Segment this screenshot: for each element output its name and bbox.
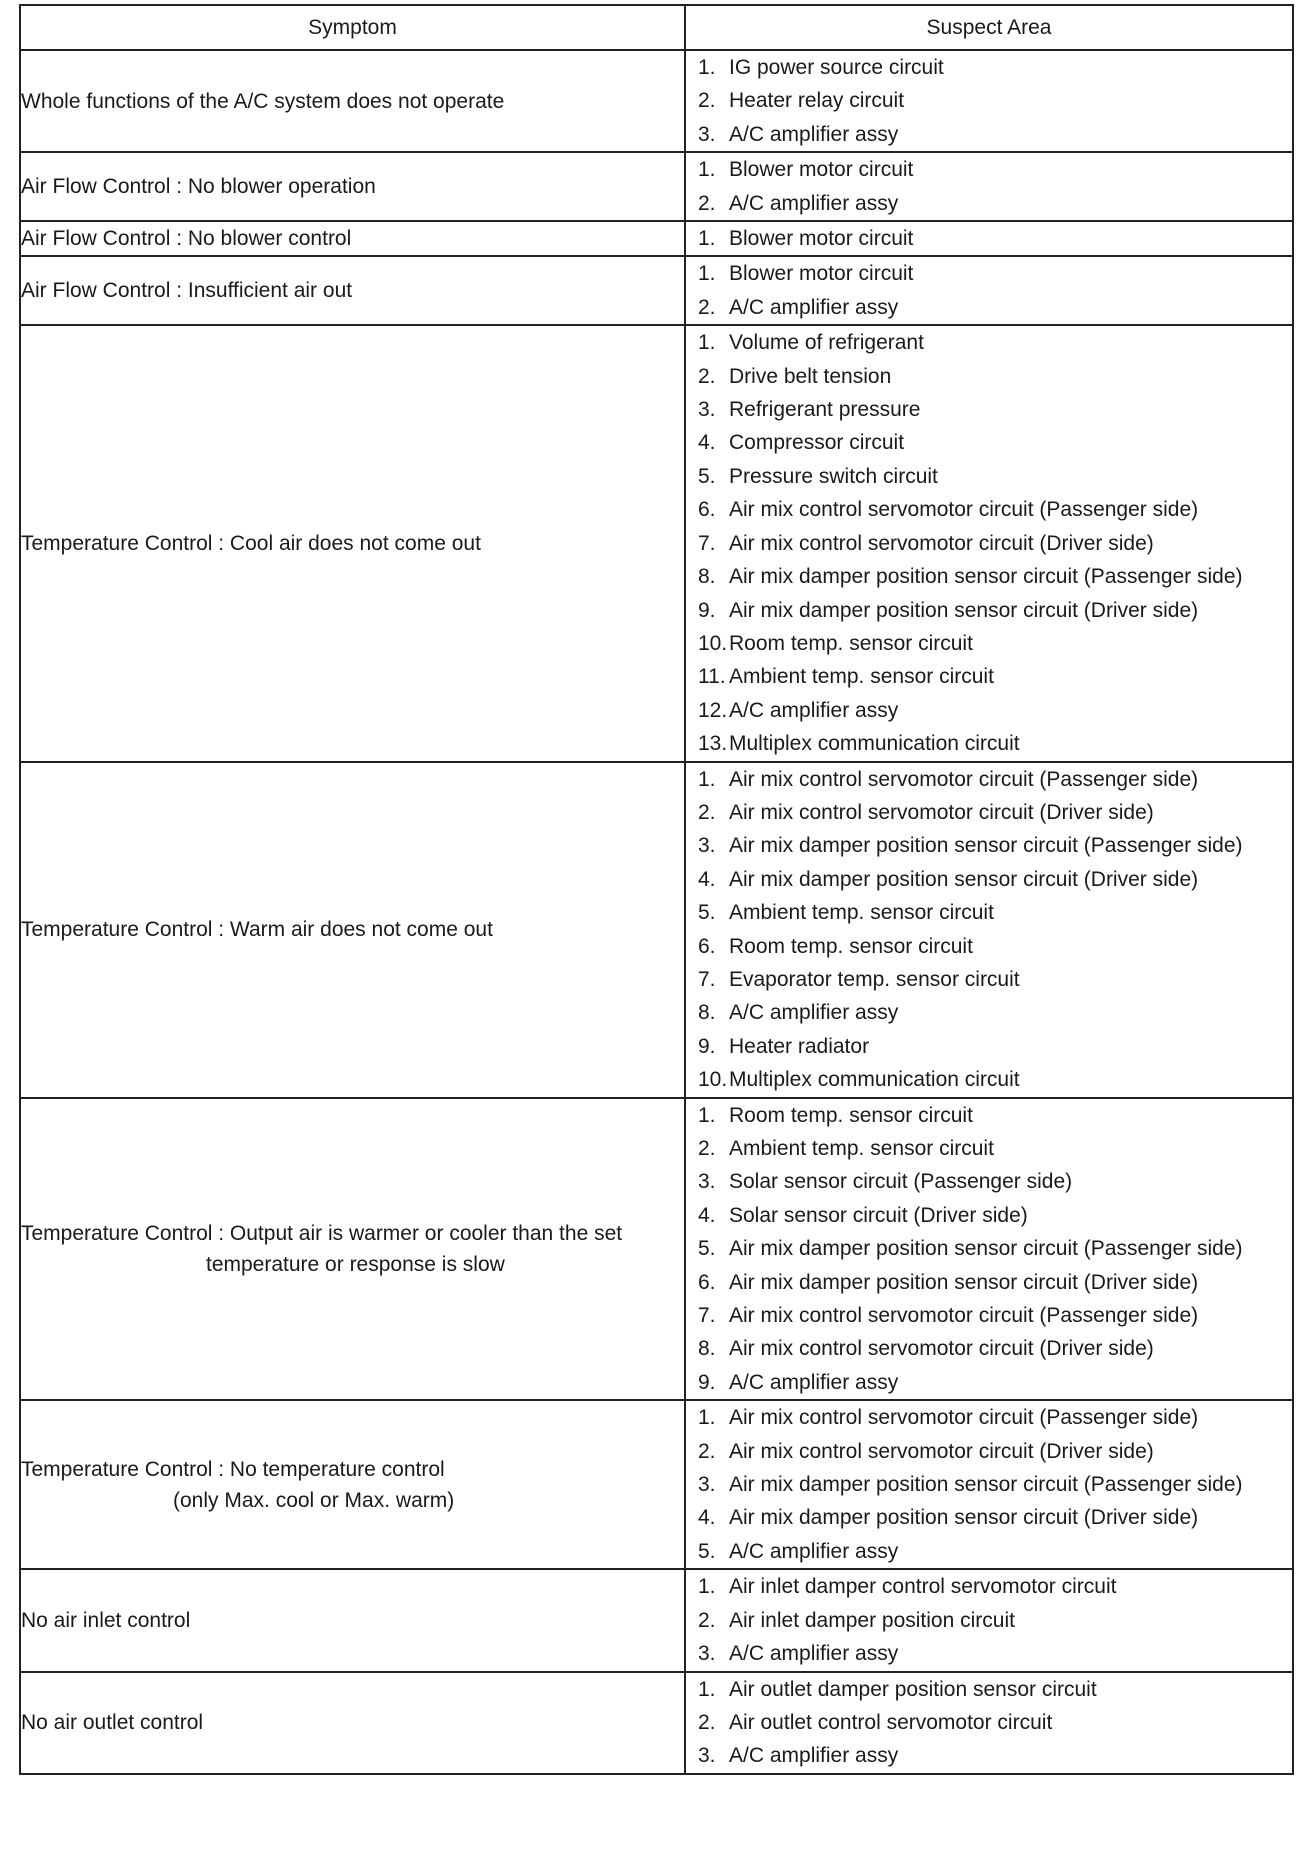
item-number: 1.: [698, 1406, 716, 1430]
item-number: 1.: [698, 1575, 716, 1599]
item-text: A/C amplifier assy: [729, 1370, 899, 1394]
item-number: 3.: [698, 1642, 716, 1666]
list-item: [686, 51, 1292, 84]
item-text: Air mix damper position sensor circuit (Driver side): [729, 1270, 1199, 1294]
symptom-text: Temperature Control : Warm air does not come out: [21, 918, 493, 942]
item-text: A/C amplifier assy: [729, 1642, 899, 1666]
list-item: [686, 1266, 1292, 1299]
table-row: [20, 325, 1293, 761]
item-number: 1.: [698, 227, 716, 251]
list-item: [686, 1468, 1292, 1501]
item-text: Air mix damper position sensor circuit (Passenger side): [729, 1237, 1243, 1261]
problem-symptoms-table: [19, 4, 1294, 1775]
header-row: [20, 5, 1293, 50]
item-text: Air mix damper position sensor circuit (Driver side): [729, 1506, 1199, 1530]
list-item: [686, 1165, 1292, 1198]
item-number: 10.: [698, 1068, 728, 1092]
item-text: Air mix control servomotor circuit (Driver side): [729, 1439, 1154, 1463]
list-item: [686, 460, 1292, 493]
item-number: 2.: [698, 800, 716, 824]
symptom-text-continuation: temperature or response is slow: [206, 1252, 505, 1276]
item-number: 3.: [698, 834, 716, 858]
item-text: Air mix control servomotor circuit (Passenger side): [729, 1304, 1199, 1328]
list-item: [686, 796, 1292, 829]
list-item: [686, 1401, 1292, 1434]
item-text: Room temp. sensor circuit: [729, 1103, 973, 1127]
list-item: [686, 627, 1292, 660]
item-number: 4.: [698, 431, 716, 455]
symptom-text: No air outlet control: [21, 1711, 204, 1735]
symptom-text: Temperature Control : Cool air does not come out: [21, 531, 481, 555]
suspect-area-cell: [685, 1672, 1293, 1774]
suspect-area-list: [686, 326, 1292, 760]
item-number: 9.: [698, 1370, 716, 1394]
table-row: [20, 1569, 1293, 1671]
symptom-text: Temperature Control : No temperature control: [21, 1457, 445, 1481]
item-text: Air mix control servomotor circuit (Driver side): [729, 800, 1154, 824]
suspect-area-cell: [685, 762, 1293, 1098]
item-text: Drive belt tension: [729, 364, 892, 388]
list-item: [686, 527, 1292, 560]
item-text: Solar sensor circuit (Passenger side): [729, 1170, 1073, 1194]
item-number: 4.: [698, 1203, 716, 1227]
symptom-column-header: Symptom: [20, 5, 685, 50]
item-number: 6.: [698, 934, 716, 958]
item-text: A/C amplifier assy: [729, 698, 899, 722]
list-item: [686, 1030, 1292, 1063]
suspect-area-cell: [685, 50, 1293, 152]
item-text: Air mix control servomotor circuit (Passenger side): [729, 1406, 1199, 1430]
item-text: A/C amplifier assy: [729, 1001, 899, 1025]
symptom-cell: [20, 152, 685, 221]
list-item: [686, 222, 1292, 255]
item-number: 6.: [698, 1270, 716, 1294]
item-text: Pressure switch circuit: [729, 464, 938, 488]
list-item: [686, 1435, 1292, 1468]
item-text: Room temp. sensor circuit: [729, 631, 973, 655]
item-number: 7.: [698, 1304, 716, 1328]
list-item: [686, 829, 1292, 862]
item-number: 7.: [698, 967, 716, 991]
suspect-area-list: [686, 222, 1292, 255]
item-text: Room temp. sensor circuit: [729, 934, 973, 958]
symptom-cell: [20, 1569, 685, 1671]
item-number: 4.: [698, 1506, 716, 1530]
list-item: [686, 360, 1292, 393]
list-item: [686, 1637, 1292, 1670]
item-text: Refrigerant pressure: [729, 398, 921, 422]
item-number: 1.: [698, 331, 716, 355]
symptom-cell: [20, 256, 685, 325]
list-item: [686, 1501, 1292, 1534]
item-number: 1.: [698, 262, 716, 286]
item-number: 4.: [698, 867, 716, 891]
list-item: [686, 84, 1292, 117]
table-body: [20, 50, 1293, 1774]
item-number: 1.: [698, 1677, 716, 1701]
suspect-area-cell: [685, 256, 1293, 325]
item-text: Air inlet damper position circuit: [729, 1608, 1015, 1632]
list-item: [686, 1706, 1292, 1739]
item-text: A/C amplifier assy: [729, 191, 899, 215]
item-text: A/C amplifier assy: [729, 295, 899, 319]
list-item: [686, 257, 1292, 290]
list-item: [686, 1299, 1292, 1332]
suspect-area-list: [686, 1401, 1292, 1568]
symptom-cell: [20, 1672, 685, 1774]
item-number: 8.: [698, 565, 716, 589]
item-text: Air mix control servomotor circuit (Passenger side): [729, 498, 1199, 522]
list-item: [686, 1132, 1292, 1165]
item-number: 1.: [698, 56, 716, 79]
table-row: [20, 762, 1293, 1098]
list-item: [686, 1232, 1292, 1265]
list-item: [686, 896, 1292, 929]
item-number: 5.: [698, 1237, 716, 1261]
list-item: [686, 1604, 1292, 1637]
item-text: Heater relay circuit: [729, 89, 905, 113]
suspect-area-column-header: Suspect Area: [685, 5, 1293, 50]
table-row: [20, 256, 1293, 325]
suspect-area-list: [686, 1673, 1292, 1773]
item-text: Volume of refrigerant: [729, 331, 924, 355]
table-row: [20, 1400, 1293, 1569]
list-item: [686, 1099, 1292, 1132]
item-number: 13.: [698, 732, 728, 756]
list-item: [686, 660, 1292, 693]
item-text: Air mix control servomotor circuit (Driver side): [729, 1337, 1154, 1361]
item-text: Blower motor circuit: [729, 158, 914, 182]
list-item: [686, 963, 1292, 996]
item-number: 2.: [698, 1137, 716, 1160]
suspect-area-list: [686, 153, 1292, 220]
item-number: 10.: [698, 631, 728, 655]
list-item: [686, 863, 1292, 896]
item-number: 2.: [698, 364, 716, 388]
item-text: Air mix control servomotor circuit (Driver side): [729, 531, 1154, 555]
suspect-area-list: [686, 51, 1292, 151]
suspect-area-cell: [685, 1098, 1293, 1401]
item-text: Blower motor circuit: [729, 227, 914, 251]
list-item: [686, 1535, 1292, 1568]
item-text: Air mix damper position sensor circuit (Passenger side): [729, 834, 1243, 858]
symptom-text: Air Flow Control : No blower control: [21, 227, 352, 251]
item-number: 2.: [698, 1710, 716, 1734]
list-item: [686, 1063, 1292, 1096]
item-number: 5.: [698, 901, 716, 925]
item-text: Evaporator temp. sensor circuit: [729, 967, 1020, 991]
suspect-area-list: [686, 1570, 1292, 1670]
symptom-text: Temperature Control : Output air is warmer or cooler than the set: [21, 1221, 623, 1245]
item-number: 7.: [698, 531, 716, 555]
symptom-cell: [20, 1098, 685, 1401]
symptom-text: Whole functions of the A/C system does not operate: [21, 89, 505, 113]
symptom-cell: [20, 325, 685, 761]
list-item: [686, 930, 1292, 963]
item-text: Air mix damper position sensor circuit (Passenger side): [729, 1473, 1243, 1497]
item-text: A/C amplifier assy: [729, 1539, 899, 1563]
item-number: 3.: [698, 1170, 716, 1194]
item-number: 11.: [698, 665, 726, 689]
item-text: Multiplex communication circuit: [729, 1068, 1020, 1092]
table-row: [20, 152, 1293, 221]
item-number: 2.: [698, 1608, 716, 1632]
table-row: [20, 1098, 1293, 1401]
item-text: Compressor circuit: [729, 431, 905, 455]
item-number: 8.: [698, 1001, 716, 1025]
suspect-area-cell: [685, 152, 1293, 221]
symptom-text: Air Flow Control : No blower operation: [21, 175, 376, 199]
list-item: [686, 560, 1292, 593]
item-number: 12.: [698, 698, 728, 722]
item-number: 6.: [698, 498, 716, 522]
item-number: 8.: [698, 1337, 716, 1361]
table-row: [20, 50, 1293, 152]
item-number: 9.: [698, 1034, 716, 1058]
suspect-area-cell: [685, 1569, 1293, 1671]
item-text: Air outlet control servomotor circuit: [729, 1710, 1053, 1734]
item-text: Air mix control servomotor circuit (Passenger side): [729, 767, 1199, 791]
suspect-area-cell: [685, 221, 1293, 256]
item-text: Air mix damper position sensor circuit (Passenger side): [729, 565, 1243, 589]
item-number: 9.: [698, 598, 716, 622]
list-item: [686, 1739, 1292, 1772]
table-row: [20, 1672, 1293, 1774]
list-item: [686, 594, 1292, 627]
list-item: [686, 727, 1292, 760]
list-item: [686, 118, 1292, 151]
symptom-cell: [20, 1400, 685, 1569]
suspect-area-list: [686, 257, 1292, 324]
item-text: Air mix damper position sensor circuit (Driver side): [729, 867, 1199, 891]
list-item: [686, 326, 1292, 359]
symptom-text-continuation: (only Max. cool or Max. warm): [173, 1488, 455, 1512]
list-item: [686, 187, 1292, 220]
item-text: Air outlet damper position sensor circuit: [729, 1677, 1097, 1701]
item-text: Ambient temp. sensor circuit: [729, 1137, 994, 1160]
table-row: [20, 221, 1293, 256]
item-text: A/C amplifier assy: [729, 122, 899, 146]
item-text: Air inlet damper control servomotor circuit: [729, 1575, 1117, 1599]
list-item: [686, 1366, 1292, 1399]
item-number: 5.: [698, 464, 716, 488]
item-number: 5.: [698, 1539, 716, 1563]
list-item: [686, 1673, 1292, 1706]
item-number: 3.: [698, 122, 716, 146]
list-item: [686, 493, 1292, 526]
list-item: [686, 1199, 1292, 1232]
list-item: [686, 153, 1292, 186]
list-item: [686, 291, 1292, 324]
list-item: [686, 694, 1292, 727]
suspect-area-list: [686, 1099, 1292, 1400]
list-item: [686, 1570, 1292, 1603]
item-number: 3.: [698, 1744, 716, 1768]
symptom-cell: [20, 221, 685, 256]
item-text: Blower motor circuit: [729, 262, 914, 286]
item-number: 3.: [698, 1473, 716, 1497]
list-item: [686, 1332, 1292, 1365]
item-text: A/C amplifier assy: [729, 1744, 899, 1768]
item-number: 2.: [698, 295, 716, 319]
item-number: 1.: [698, 767, 716, 791]
list-item: [686, 426, 1292, 459]
symptom-text: No air inlet control: [21, 1608, 191, 1632]
list-item: [686, 763, 1292, 796]
item-text: Ambient temp. sensor circuit: [729, 665, 994, 689]
item-number: 3.: [698, 398, 716, 422]
symptom-cell: [20, 762, 685, 1098]
item-text: Air mix damper position sensor circuit (Driver side): [729, 598, 1199, 622]
item-text: Multiplex communication circuit: [729, 732, 1020, 756]
item-text: IG power source circuit: [729, 56, 944, 79]
list-item: [686, 996, 1292, 1029]
symptom-text: Air Flow Control : Insufficient air out: [21, 279, 353, 303]
item-number: 2.: [698, 191, 716, 215]
suspect-area-cell: [685, 325, 1293, 761]
item-text: Solar sensor circuit (Driver side): [729, 1203, 1028, 1227]
item-number: 2.: [698, 1439, 716, 1463]
list-item: [686, 393, 1292, 426]
suspect-area-list: [686, 763, 1292, 1097]
suspect-area-cell: [685, 1400, 1293, 1569]
item-text: Ambient temp. sensor circuit: [729, 901, 994, 925]
item-text: Heater radiator: [729, 1034, 870, 1058]
symptom-cell: [20, 50, 685, 152]
item-number: 2.: [698, 89, 716, 113]
item-number: 1.: [698, 1103, 716, 1127]
item-number: 1.: [698, 158, 716, 182]
